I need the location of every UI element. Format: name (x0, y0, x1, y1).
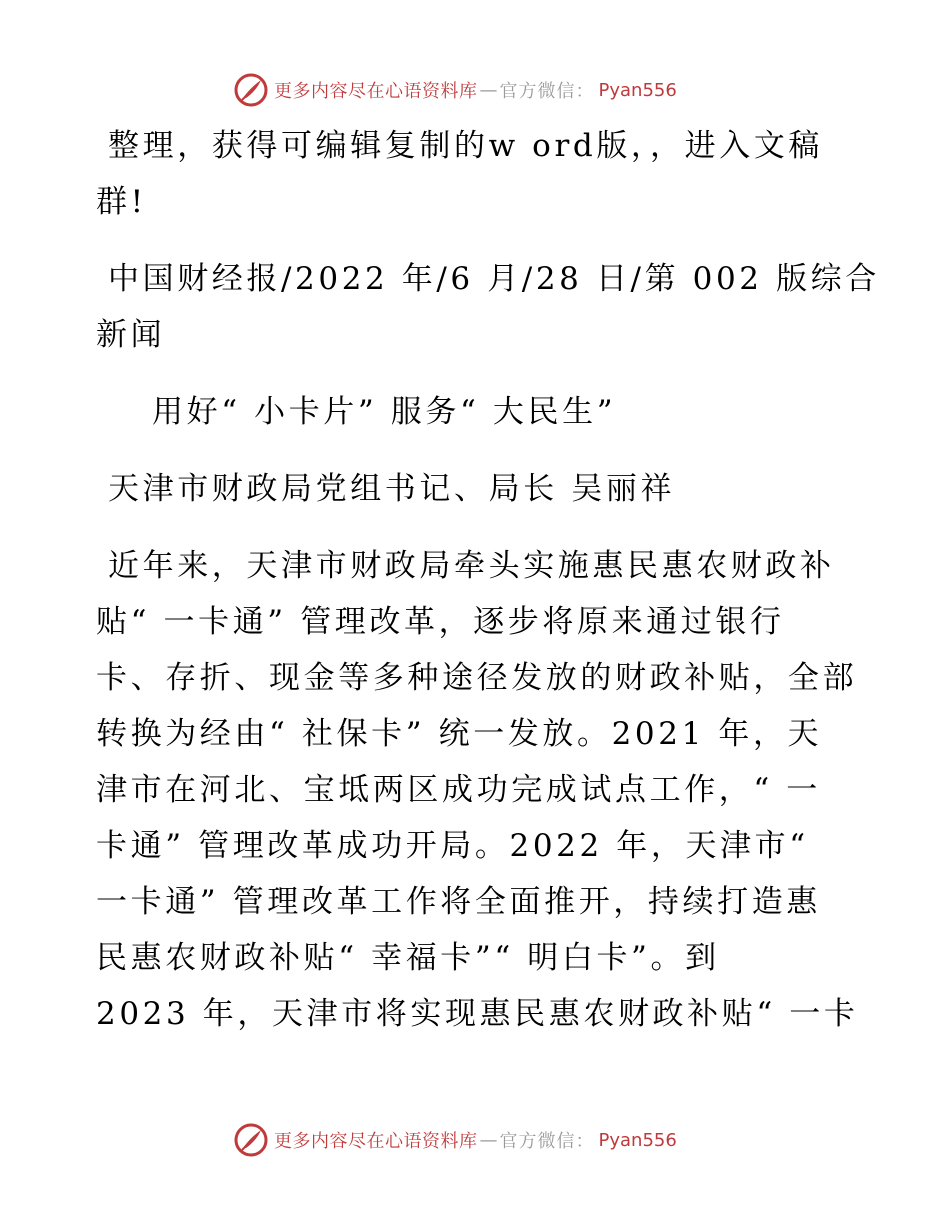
body-line: 民惠农财政补贴“ 幸福卡”“ 明白卡”。到 (96, 940, 720, 976)
watermark-sub-text: 官方微信： (499, 1131, 595, 1152)
article-author: 天津市财政局党组书记、局长 吴丽祥 (108, 471, 676, 507)
body-line: 近年来，天津市财政局牵头实施惠民惠农财政补 (108, 548, 835, 584)
source-line: 新闻 (96, 317, 166, 353)
quill-logo-icon (234, 1123, 268, 1157)
watermark-wechat-id: Pyan556 (598, 79, 677, 101)
article-title: 用好“ 小卡片” 服务“ 大民生” (152, 394, 617, 430)
paragraph-gap (96, 440, 856, 461)
body-line: 卡通” 管理改革成功开局。2022 年，天津市“ (96, 828, 809, 864)
body-line: 2023 年，天津市将实现惠民惠农财政补贴“ 一卡 (96, 996, 859, 1032)
body-line: 一卡通” 管理改革工作将全面推开，持续打造惠 (96, 884, 821, 920)
intro-line: 群! (96, 184, 147, 220)
source-line: 中国财经报/2022 年/6 月/28 日/第 002 版综合 (108, 261, 880, 297)
watermark-dash: — (479, 79, 498, 101)
watermark-sub-text: 官方微信： (499, 81, 595, 102)
paragraph-gap (96, 230, 856, 251)
watermark-main-text: 更多内容尽在心语资料库 (274, 81, 478, 102)
paragraph-gap (96, 517, 856, 538)
watermark-main-text: 更多内容尽在心语资料库 (274, 1131, 478, 1152)
header-watermark (234, 72, 754, 108)
body-line: 贴“ 一卡通” 管理改革，逐步将原来通过银行 (96, 604, 785, 640)
watermark-dash: — (479, 1129, 498, 1151)
body-line: 转换为经由“ 社保卡” 统一发放。2021 年，天 (96, 716, 823, 752)
watermark-wechat-id: Pyan556 (598, 1129, 677, 1151)
footer-watermark (234, 1122, 754, 1158)
paragraph-gap (96, 363, 856, 384)
body-line: 卡、存折、现金等多种途径发放的财政补贴，全部 (96, 660, 858, 696)
document-body (96, 118, 880, 1042)
quill-logo-icon (234, 73, 268, 107)
intro-line: 整理，获得可编辑复制的w ord版，，进入文稿 (108, 128, 824, 164)
body-line: 津市在河北、宝坻两区成功完成试点工作，“ 一 (96, 772, 821, 808)
